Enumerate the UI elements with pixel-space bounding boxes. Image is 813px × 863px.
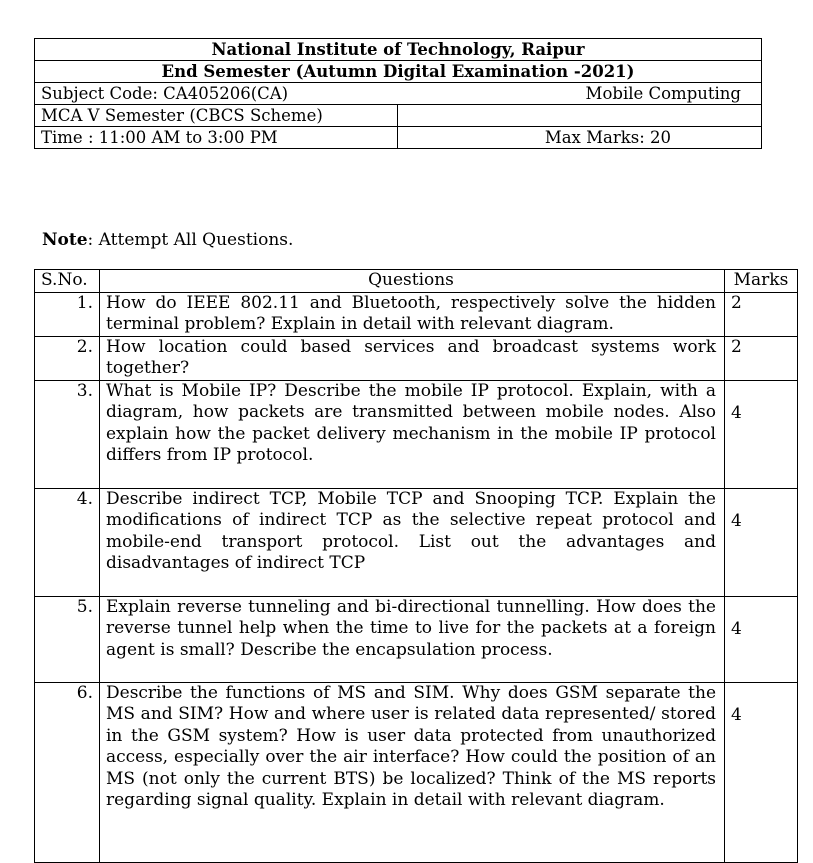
table-row [35,596,798,682]
question-marks: 2 [725,292,798,336]
table-row [35,682,798,862]
institute-name: National Institute of Technology, Raipur [35,39,762,61]
question-number: 4. [35,488,100,596]
question-text: How do IEEE 802.11 and Bluetooth, respectively solve the hidden terminal problem? Explain in detail with relevant diagram. [100,292,725,336]
question-number: 6. [35,682,100,862]
question-marks: 4 [725,596,798,682]
subject-row [35,83,762,105]
subject-name: Mobile Computing [585,84,741,103]
questions-table [34,269,798,863]
question-number: 3. [35,380,100,488]
col-questions-header: Questions [100,270,725,293]
question-marks: 4 [725,488,798,596]
question-number: 1. [35,292,100,336]
question-marks: 2 [725,336,798,380]
empty-cell [398,105,762,127]
question-text: Describe the functions of MS and SIM. Why does GSM separate the MS and SIM? How and where user is related data represented/ stored in the GSM system? How is user data protected from unauthorized access, especially over the air interface? How could the position of an MS (not only the current BTS) be localized? Think of the MS reports regarding signal quality. Explain in detail with relevant diagram. [100,682,725,862]
table-row [35,336,798,380]
question-marks: 4 [725,682,798,862]
question-text: How location could based services and broadcast systems work together? [100,336,725,380]
table-row [35,380,798,488]
exam-title: End Semester (Autumn Digital Examination -2021) [35,61,762,83]
table-row [35,488,798,596]
question-number: 2. [35,336,100,380]
exam-time: Time : 11:00 AM to 3:00 PM [35,127,398,149]
col-sno-header: S.No. [35,270,100,293]
max-marks: Max Marks: 20 [398,127,762,149]
question-text: What is Mobile IP? Describe the mobile IP protocol. Explain, with a diagram, how packets are transmitted between mobile nodes. Also explain how the packet delivery mechanism in the mobile IP protocol differs from IP protocol. [100,380,725,488]
question-number: 5. [35,596,100,682]
question-marks: 4 [725,380,798,488]
table-header-row [35,270,798,293]
exam-header-table [34,38,762,149]
table-row [35,292,798,336]
note-label: Note [42,230,88,250]
question-text: Explain reverse tunneling and bi-directional tunnelling. How does the reverse tunnel help when the time to live for the packets at a foreign agent is small? Describe the encapsulation process. [100,596,725,682]
semester: MCA V Semester (CBCS Scheme) [35,105,398,127]
question-text: Describe indirect TCP, Mobile TCP and Snooping TCP. Explain the modifications of indirect TCP as the selective repeat protocol and mobile-end transport protocol. List out the advantages and disadvantages of indirect TCP [100,488,725,596]
col-marks-header: Marks [725,270,798,293]
subject-code: Subject Code: CA405206(CA) [41,84,289,103]
note-text: : Attempt All Questions. [87,230,294,250]
instruction-note [42,229,293,251]
